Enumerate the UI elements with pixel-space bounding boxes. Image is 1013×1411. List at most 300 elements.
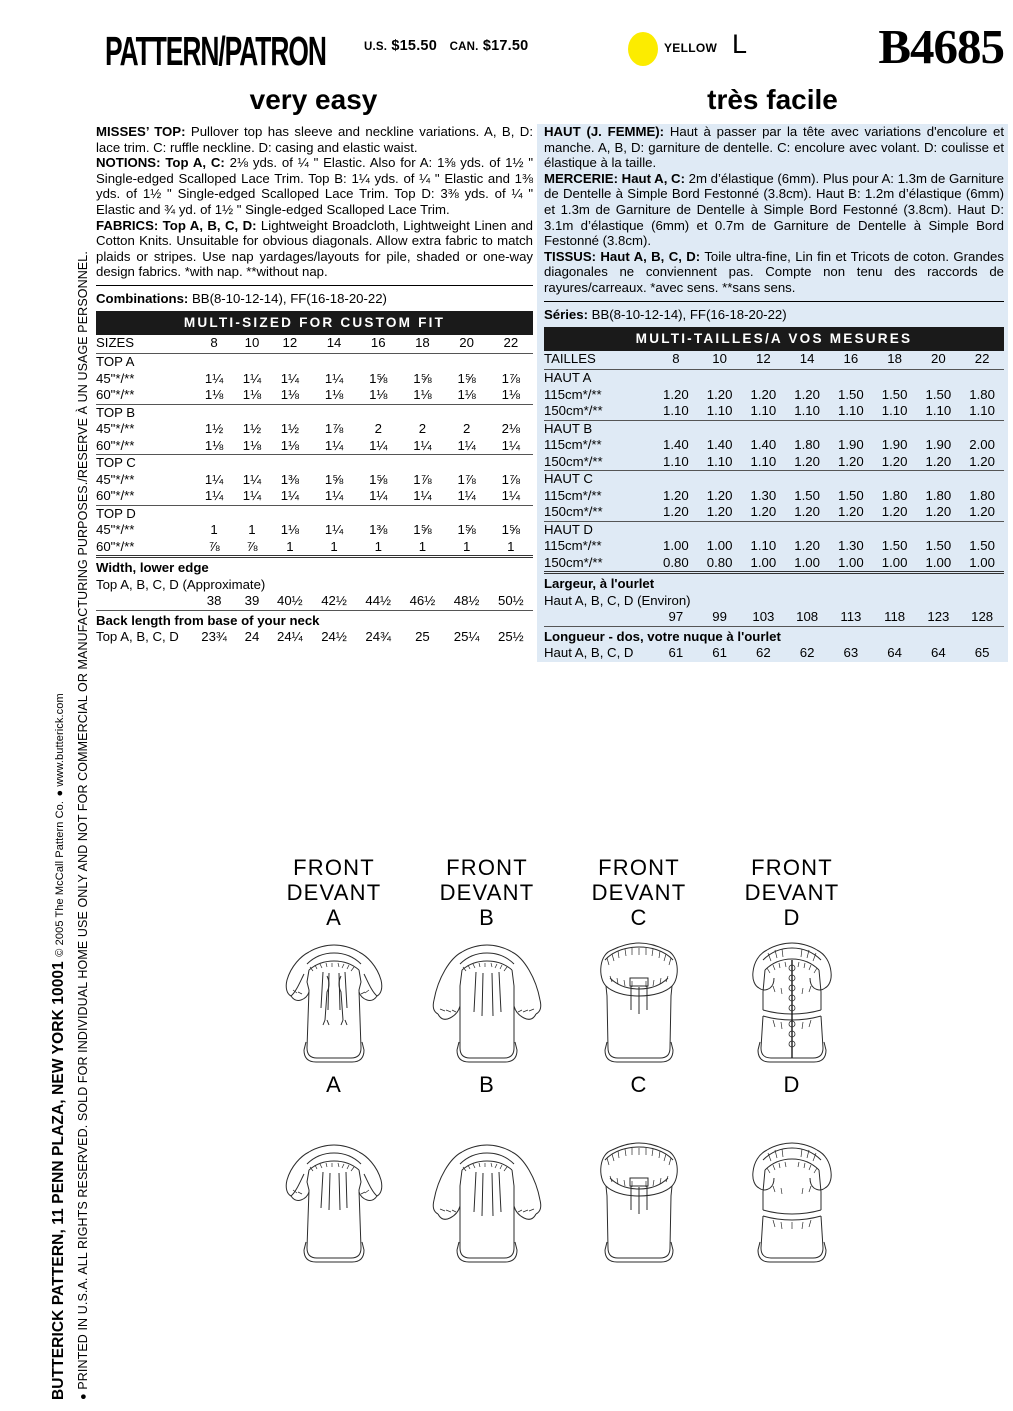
figure-back-b bbox=[412, 1130, 562, 1270]
yardage-value: 1¼ bbox=[242, 471, 262, 487]
yardage-row-label: 60"*/** bbox=[96, 387, 135, 403]
table-cell bbox=[236, 505, 268, 522]
table-cell bbox=[917, 370, 961, 387]
us-price-value: $15.50 bbox=[391, 38, 437, 54]
table-cell bbox=[96, 593, 192, 610]
combinations-label-fr: Séries: bbox=[544, 306, 588, 322]
width-value: 103 bbox=[752, 609, 775, 625]
yardage-row bbox=[96, 421, 533, 438]
width-value: 38 bbox=[206, 593, 222, 609]
yardage-row-label: 60"*/** bbox=[96, 437, 135, 453]
yardage-value: 1.00 bbox=[925, 554, 952, 570]
description-body-fr: Haut à passer par la tête avec variations d'encolure et manche. A, B, D: garniture de dentelle. C: encolure avec volant. D: coulisse et élastique à la taille. bbox=[544, 124, 1004, 171]
group-header-row bbox=[96, 404, 533, 421]
yardage-value: 1⅝ bbox=[501, 522, 521, 538]
yardage-value: 2.00 bbox=[969, 437, 995, 453]
fabrics-heading-en: FABRICS: Top A, B, C, D: bbox=[96, 217, 257, 233]
length-value: 61 bbox=[668, 645, 684, 661]
yardage-value: 1⅛ bbox=[457, 387, 476, 403]
yardage-value: 1¼ bbox=[324, 522, 344, 538]
length-value: 65 bbox=[974, 645, 990, 661]
yardage-value: 1⅜ bbox=[280, 471, 300, 487]
yardage-value: 1.20 bbox=[794, 504, 820, 520]
length-value: 63 bbox=[843, 645, 859, 661]
table-cell bbox=[742, 420, 786, 437]
length-value: 25½ bbox=[498, 629, 524, 645]
yardage-row-label: 150cm*/** bbox=[544, 403, 603, 419]
table-cell bbox=[236, 354, 268, 371]
front-caption-c bbox=[564, 855, 714, 930]
width-values-row bbox=[96, 593, 533, 610]
yardage-value: 0.80 bbox=[706, 554, 733, 570]
yardage-value: 1⅛ bbox=[324, 387, 344, 403]
yardage-row-label: 60"*/** bbox=[96, 538, 135, 554]
front-label-en-d: FRONT bbox=[751, 855, 833, 880]
yardage-value: 1.30 bbox=[838, 538, 864, 554]
color-swatch-icon bbox=[628, 32, 658, 66]
yardage-row-label: 45"*/** bbox=[96, 522, 135, 538]
width-value: 123 bbox=[927, 609, 950, 625]
fabrics-body-fr: Toile ultra-fine, Lin fin et Tricots de coton. Grandes diagonales ne conviennent pas. Compte non tenu des raccords de rayures/carreaux. *avec sens. **sans sens. bbox=[544, 248, 1004, 295]
table-cell bbox=[960, 370, 1004, 387]
yardage-value: 1½ bbox=[280, 421, 300, 437]
yardage-value: 1⅛ bbox=[369, 387, 388, 403]
table-cell bbox=[356, 505, 400, 522]
table-cell bbox=[785, 521, 829, 538]
sizes-header-row bbox=[96, 335, 533, 354]
figure-front-c bbox=[564, 855, 714, 1098]
length-heading: Longueur - dos, votre nuque à l'ourlet bbox=[544, 626, 1004, 645]
table-cell bbox=[312, 505, 356, 522]
width-sub-row bbox=[96, 577, 533, 594]
front-caption-b bbox=[412, 855, 562, 930]
yardage-value: 1½ bbox=[242, 421, 262, 437]
yardage-value: 1.20 bbox=[663, 386, 689, 402]
table-cell bbox=[654, 370, 698, 387]
width-value: 108 bbox=[796, 609, 819, 625]
view-letter-below-a: A bbox=[326, 1072, 342, 1097]
table-cell bbox=[236, 455, 268, 472]
table-cell bbox=[192, 404, 236, 421]
yardage-value: 1.20 bbox=[663, 504, 689, 520]
width-subheading: Top A, B, C, D (Approximate) bbox=[96, 576, 266, 592]
yardage-value: 1⅝ bbox=[413, 370, 432, 386]
yardage-row-label: 45"*/** bbox=[96, 421, 135, 437]
yardage-value: 1⅞ bbox=[501, 370, 521, 386]
sizes-header-label: TAILLES bbox=[544, 350, 596, 366]
yardage-value: 1⅞ bbox=[501, 471, 521, 487]
yardage-value: 1.10 bbox=[750, 453, 777, 469]
yardage-value: 1 bbox=[507, 538, 515, 554]
yardage-value: 1⅛ bbox=[413, 387, 432, 403]
table-cell bbox=[829, 521, 873, 538]
table-cell bbox=[400, 354, 444, 371]
yardage-value: 1.80 bbox=[794, 437, 820, 453]
yardage-row-label: 45"*/** bbox=[96, 471, 135, 487]
yardage-value: 1⅝ bbox=[413, 522, 432, 538]
yardage-value: 1.30 bbox=[750, 487, 777, 503]
yardage-value: ⅞ bbox=[208, 538, 220, 554]
yardage-value: 1.80 bbox=[969, 487, 995, 503]
yardage-value: 1.90 bbox=[838, 437, 864, 453]
length-heading-row bbox=[96, 610, 533, 629]
length-heading-row bbox=[544, 626, 1004, 645]
table-cell bbox=[445, 354, 489, 371]
figure-front-d bbox=[717, 855, 867, 1098]
sidebar-website: www.butterick.com bbox=[54, 693, 66, 787]
width-heading-row bbox=[96, 557, 533, 577]
yardage-value: 1.00 bbox=[794, 554, 820, 570]
size-header-14: 14 bbox=[326, 334, 342, 350]
front-label-en-c: FRONT bbox=[598, 855, 680, 880]
table-cell bbox=[400, 404, 444, 421]
notions-heading-fr: MERCERIE: Haut A, C: bbox=[544, 170, 685, 186]
table-cell bbox=[873, 420, 917, 437]
table-cell bbox=[698, 420, 742, 437]
table-cell bbox=[236, 404, 268, 421]
length-value: 24¾ bbox=[365, 629, 392, 645]
yardage-value: 1.40 bbox=[750, 437, 777, 453]
french-column bbox=[537, 124, 1008, 662]
yardage-value: 1¼ bbox=[242, 488, 262, 504]
width-subheading: Haut A, B, C, D (Environ) bbox=[544, 592, 691, 608]
view-letter-b: B bbox=[479, 905, 495, 930]
yardage-value: 1.00 bbox=[881, 554, 908, 570]
size-header-18: 18 bbox=[415, 334, 430, 350]
size-header-8: 8 bbox=[672, 350, 680, 366]
group-name: TOP A bbox=[96, 354, 192, 371]
front-label-fr-b: DEVANT bbox=[439, 880, 535, 905]
yardage-value: 1.20 bbox=[750, 386, 777, 402]
bullet-icon: ● bbox=[77, 1393, 90, 1400]
table-cell bbox=[400, 455, 444, 472]
table-cell bbox=[654, 521, 698, 538]
yardage-value: 1.20 bbox=[794, 538, 820, 554]
front-label-en-a: FRONT bbox=[293, 855, 375, 880]
table-cell bbox=[544, 609, 654, 626]
table-cell bbox=[829, 420, 873, 437]
table-cell bbox=[917, 420, 961, 437]
yardage-value: 1 bbox=[286, 538, 294, 554]
table-cell bbox=[445, 455, 489, 472]
yardage-value: 1.80 bbox=[925, 487, 952, 503]
length-value: 64 bbox=[931, 645, 946, 661]
fabrics-paragraph-fr bbox=[544, 249, 1004, 296]
yardage-row-label: 115cm*/** bbox=[544, 487, 602, 503]
length-value: 61 bbox=[712, 645, 727, 661]
yardage-value: 1.80 bbox=[881, 487, 908, 503]
yardage-value: 1.10 bbox=[838, 403, 864, 419]
yardage-value: 1⅞ bbox=[457, 471, 476, 487]
yardage-row bbox=[544, 454, 1004, 471]
size-header-10: 10 bbox=[712, 350, 727, 366]
yardage-value: 2 bbox=[462, 421, 471, 437]
yardage-value: 1.10 bbox=[750, 403, 777, 419]
combinations-label-en: Combinations: bbox=[96, 290, 189, 306]
yardage-value: 1 bbox=[462, 538, 471, 554]
table-cell bbox=[698, 370, 742, 387]
table-cell bbox=[489, 404, 533, 421]
table-cell bbox=[356, 404, 400, 421]
yardage-value: 1¼ bbox=[204, 471, 224, 487]
figure-front-b bbox=[412, 855, 562, 1098]
length-value: 64 bbox=[887, 645, 902, 661]
yardage-value: 1¼ bbox=[501, 437, 521, 453]
yardage-row-label: 150cm*/** bbox=[544, 453, 603, 469]
yardage-value: 1.10 bbox=[750, 538, 777, 554]
length-values-row bbox=[544, 645, 1004, 662]
width-value: 39 bbox=[244, 593, 260, 609]
yardage-row bbox=[544, 403, 1004, 420]
yardage-value: 1⅛ bbox=[501, 387, 521, 403]
yardage-value: 1.10 bbox=[881, 403, 908, 419]
length-subheading: Haut A, B, C, D bbox=[544, 645, 634, 661]
top-c-back-drawing bbox=[574, 1130, 704, 1270]
notions-paragraph-fr bbox=[544, 171, 1004, 249]
sidebar-legal-text: PRINTED IN U.S.A. ALL RIGHTS RESERVED. SOLD FOR INDIVIDUAL HOME USE ONLY AND NOT FOR COMMERCIAL OR MANUFACTURING PURPOSES./RESERVE À UN USAGE PERSONNEL. bbox=[76, 251, 90, 1390]
table-cell bbox=[742, 370, 786, 387]
table-cell bbox=[698, 521, 742, 538]
width-value: 42½ bbox=[321, 593, 347, 609]
yardage-value: 1.00 bbox=[706, 538, 733, 554]
figure-back-d bbox=[717, 1130, 867, 1270]
sizes-header-label: SIZES bbox=[96, 334, 135, 350]
yardage-value: 1⅛ bbox=[280, 387, 300, 403]
group-name: HAUT D bbox=[544, 521, 654, 538]
yardage-value: 2⅛ bbox=[501, 421, 521, 437]
view-letter-a: A bbox=[326, 905, 342, 930]
notions-body-fr: 2m d’élastique (6mm). Plus pour A: 1.3m de Garniture de Dentelle à Simple Bord Festonné (3.8cm). Haut B: 1.2m d’élastique (6mm) et 1.3m de Garniture de Dentelle à Simple Bord Festonné (3.8cm). Haut D: 3.1m d’élastique (6mm) et 0.7m de Garniture de Dentelle à Simple Bord Festonné (3.8cm). bbox=[544, 170, 1004, 249]
view-letter-c: C bbox=[630, 905, 648, 930]
yardage-value: 1⅛ bbox=[280, 437, 300, 453]
yardage-value: 1⅝ bbox=[457, 370, 476, 386]
legal-sidebar bbox=[0, 0, 92, 1411]
yardage-value: 1¼ bbox=[324, 488, 344, 504]
size-header-8: 8 bbox=[210, 334, 218, 350]
sidebar-copyright: © 2005 The McCall Pattern Co. bbox=[54, 800, 66, 957]
table-cell bbox=[268, 354, 312, 371]
yardage-row bbox=[96, 371, 533, 388]
sidebar-company-line bbox=[50, 693, 68, 1400]
length-values-row bbox=[96, 629, 533, 646]
fabrics-heading-fr: TISSUS: Haut A, B, C, D: bbox=[544, 248, 701, 264]
yardage-value: 1.50 bbox=[838, 487, 864, 503]
front-label-en-b: FRONT bbox=[446, 855, 528, 880]
yardage-value: 1⅞ bbox=[324, 421, 344, 437]
width-value: 118 bbox=[884, 609, 906, 625]
table-cell bbox=[268, 455, 312, 472]
yardage-value: 1.00 bbox=[750, 554, 777, 570]
top-a-back-drawing bbox=[269, 1130, 399, 1270]
table-cell bbox=[489, 455, 533, 472]
width-value: 50½ bbox=[498, 593, 524, 609]
yardage-value: 1¼ bbox=[369, 437, 388, 453]
yardage-value: 1⅝ bbox=[457, 522, 476, 538]
ease-label-french: très facile bbox=[707, 84, 838, 115]
width-value: 46½ bbox=[409, 593, 436, 609]
table-cell bbox=[312, 404, 356, 421]
yardage-value: 1⅝ bbox=[369, 471, 388, 487]
english-column bbox=[96, 124, 533, 646]
yardage-value: 1⅝ bbox=[369, 370, 388, 386]
group-name: HAUT C bbox=[544, 471, 654, 488]
yardage-row bbox=[544, 538, 1004, 555]
front-label-fr-a: DEVANT bbox=[286, 880, 382, 905]
yardage-value: 1.10 bbox=[706, 453, 733, 469]
yardage-value: 1.20 bbox=[663, 487, 689, 503]
combinations-value-en: BB(8-10-12-14), FF(16-18-20-22) bbox=[188, 290, 387, 306]
table-cell bbox=[785, 471, 829, 488]
yardage-value: 1.20 bbox=[925, 504, 952, 520]
can-price-label: CAN. bbox=[449, 41, 479, 53]
yardage-value: 1 bbox=[248, 522, 256, 538]
yardage-row-label: 150cm*/** bbox=[544, 504, 603, 520]
width-value: 113 bbox=[840, 609, 862, 625]
size-header-16: 16 bbox=[843, 350, 859, 366]
yardage-value: 1¼ bbox=[369, 488, 388, 504]
group-header-row bbox=[96, 455, 533, 472]
size-letter-label: L bbox=[732, 29, 748, 59]
yardage-value: 1.00 bbox=[663, 538, 689, 554]
table-cell bbox=[356, 455, 400, 472]
top-c-front-drawing bbox=[574, 930, 704, 1070]
group-header-row bbox=[544, 370, 1004, 387]
size-header-10: 10 bbox=[244, 334, 260, 350]
yardage-row bbox=[544, 504, 1004, 521]
table-cell bbox=[489, 505, 533, 522]
length-value: 24½ bbox=[321, 629, 347, 645]
ease-label-english: very easy bbox=[249, 84, 378, 115]
yardage-value: 1.20 bbox=[706, 487, 733, 503]
table-cell bbox=[873, 370, 917, 387]
description-heading-fr: HAUT (J. FEMME): bbox=[544, 124, 665, 139]
notions-heading-en: NOTIONS: Top A, C: bbox=[96, 155, 225, 171]
table-cell bbox=[312, 354, 356, 371]
yardage-row bbox=[96, 438, 533, 455]
width-heading-row bbox=[544, 573, 1004, 593]
width-value: 44½ bbox=[365, 593, 392, 609]
size-header-16: 16 bbox=[370, 334, 386, 350]
yardage-row bbox=[544, 387, 1004, 404]
group-header-row bbox=[544, 471, 1004, 488]
yardage-value: ⅞ bbox=[246, 538, 258, 554]
yardage-value: 1⅛ bbox=[242, 387, 262, 403]
size-header-22: 22 bbox=[974, 350, 990, 366]
sizes-header-row bbox=[544, 351, 1004, 370]
yardage-value: 1.20 bbox=[969, 504, 995, 520]
table-cell bbox=[917, 471, 961, 488]
yardage-value: 1.10 bbox=[969, 403, 995, 419]
yardage-row bbox=[544, 555, 1004, 573]
yardage-value: 1.10 bbox=[663, 453, 689, 469]
yardage-value: 1¼ bbox=[501, 488, 521, 504]
yardage-value: 1.20 bbox=[881, 453, 908, 469]
us-price-label: U.S. bbox=[364, 41, 388, 53]
length-heading: Back length from base of your neck bbox=[96, 610, 533, 629]
can-price-value: $17.50 bbox=[482, 38, 529, 54]
view-letter-below-c: C bbox=[630, 1072, 648, 1097]
yardage-row-label: 115cm*/** bbox=[544, 437, 602, 453]
yardage-value: 2 bbox=[418, 421, 427, 437]
front-label-fr-d: DEVANT bbox=[744, 880, 840, 905]
yardage-value: 1⅞ bbox=[413, 471, 432, 487]
size-header-12: 12 bbox=[756, 350, 771, 366]
yardage-row-label: 150cm*/** bbox=[544, 554, 603, 570]
top-b-front-drawing bbox=[422, 930, 552, 1070]
table-cell bbox=[445, 404, 489, 421]
yardage-value: 1.10 bbox=[794, 403, 820, 419]
yardage-row-label: 115cm*/** bbox=[544, 538, 602, 554]
view-letter-d: D bbox=[783, 905, 801, 930]
yardage-value: 1.10 bbox=[925, 403, 952, 419]
yardage-value: 1.40 bbox=[663, 437, 689, 453]
description-body-en: Pullover top has sleeve and neckline variations. A, B, D: lace trim. C: ruffle neckline. D: casing and elastic waist. bbox=[96, 124, 533, 155]
width-value: 97 bbox=[668, 609, 684, 625]
yardage-value: 1¼ bbox=[324, 437, 344, 453]
yardage-value: 1.50 bbox=[969, 538, 995, 554]
description-paragraph-en bbox=[96, 124, 533, 155]
yardage-row bbox=[544, 488, 1004, 505]
yardage-row bbox=[96, 387, 533, 404]
brand-pattern-label: PATTERN/PATRON bbox=[105, 30, 326, 75]
bullet-icon-2: ● bbox=[54, 786, 66, 797]
table-cell bbox=[742, 521, 786, 538]
yardage-table-fr bbox=[544, 351, 1004, 662]
size-header-14: 14 bbox=[799, 350, 815, 366]
length-value: 62 bbox=[799, 645, 815, 661]
size-header-12: 12 bbox=[282, 334, 298, 350]
length-value: 24¼ bbox=[277, 629, 303, 645]
length-value: 23¾ bbox=[201, 629, 227, 645]
length-value: 25 bbox=[415, 629, 430, 645]
table-cell bbox=[356, 354, 400, 371]
garment-illustrations bbox=[92, 855, 1008, 1325]
size-header-22: 22 bbox=[503, 334, 519, 350]
front-caption-d bbox=[717, 855, 867, 930]
yardage-value: 1.20 bbox=[706, 504, 733, 520]
yardage-value: 1⅛ bbox=[204, 387, 224, 403]
fabrics-body-en: Lightweight Broadcloth, Lightweight Linen and Cotton Knits. Unsuitable for obvious diagonals. Allow extra fabric to match plaids or stripes. Use nap yardages/layouts for pile, shaded or one-way design fabrics. *with nap. **without nap. bbox=[96, 217, 533, 280]
description-paragraph-fr bbox=[544, 124, 1004, 171]
table-cell bbox=[960, 471, 1004, 488]
yardage-value: 1 bbox=[330, 538, 338, 554]
yardage-row bbox=[544, 437, 1004, 454]
width-sub-row bbox=[544, 593, 1004, 610]
yardage-value: 1.50 bbox=[838, 386, 864, 402]
combinations-value-fr: BB(8-10-12-14), FF(16-18-20-22) bbox=[588, 306, 787, 322]
yardage-value: 1.10 bbox=[706, 403, 733, 419]
yardage-value: 1.20 bbox=[750, 504, 777, 520]
combinations-line-fr bbox=[544, 301, 1004, 323]
table-cell bbox=[654, 420, 698, 437]
top-d-back-drawing bbox=[727, 1130, 857, 1270]
width-values-row bbox=[544, 609, 1004, 626]
yardage-value: 1¼ bbox=[457, 488, 476, 504]
price-block bbox=[364, 38, 528, 54]
table-cell bbox=[917, 521, 961, 538]
notions-paragraph-en bbox=[96, 155, 533, 217]
yardage-value: 1⅝ bbox=[324, 471, 344, 487]
yardage-value: 1 bbox=[210, 522, 218, 538]
yardage-value: 1¼ bbox=[324, 370, 344, 386]
yardage-value: 1.20 bbox=[925, 453, 952, 469]
table-cell bbox=[829, 370, 873, 387]
table-cell bbox=[489, 354, 533, 371]
yardage-value: 1¼ bbox=[413, 437, 432, 453]
sidebar-legal-line bbox=[76, 251, 90, 1400]
table-cell bbox=[312, 455, 356, 472]
group-header-row bbox=[96, 354, 533, 371]
